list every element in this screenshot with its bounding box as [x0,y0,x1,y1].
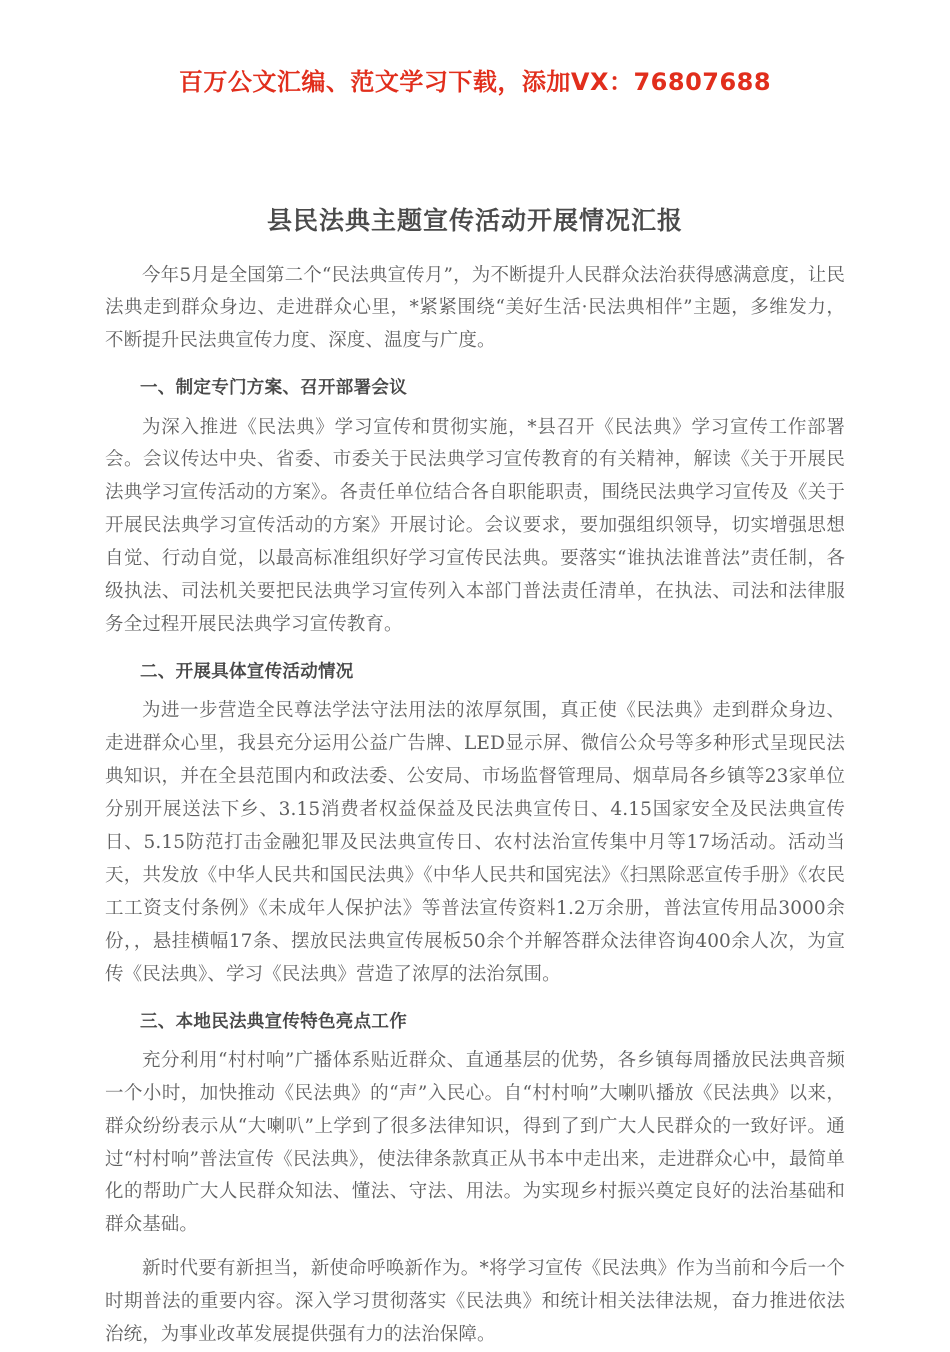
page-title: 县民法典主题宣传活动开展情况汇报 [105,205,845,238]
promo-banner-text: 百万公文汇编、范文学习下载，添加VX：76807688 [0,62,950,97]
section-2-paragraph: 为进一步营造全民尊法学法守法用法的浓厚氛围，真正使《民法典》走到群众身边、走进群众心里，我县充分运用公益广告牌、LED显示屏、微信公众号等多种形式呈现民法典知识，并在全县范围内和政法委、公安局、市场监督管理局、烟草局各乡镇等23家单位分别开展送法下乡、3.15消费者权益保益及民法典宣传日、4.15国家安全及民法典宣传日、5.15防范打击金融犯罪及民法典宣传日、农村法治宣传集中月等17场活动。活动当天，共发放《中华人民共和国民法典》《中华人民共和国宪法》《扫黑除恶宣传手册》《农民工工资支付条例》《未成年人保护法》等普法宣传资料1.2万余册，普法宣传用品3000余份，，悬挂横幅17条、摆放民法典宣传展板50余个并解答群众法律咨询400余人次，为宣传《民法典》、学习《民法典》营造了浓厚的法治氛围。 [105,695,845,991]
document-content [105,205,845,1352]
section-heading-2: 二、开展具体宣传活动情况 [105,659,845,685]
document-blocks [105,260,845,1352]
section-3-paragraph: 充分利用“村村响”广播体系贴近群众、直通基层的优势，各乡镇每周播放民法典音频一个小时，加快推动《民法典》的“声”入民心。自“村村响”大喇叭播放《民法典》以来，群众纷纷表示从“大喇叭”上学到了很多法律知识，得到了到广大人民群众的一致好评。通过“村村响”普法宣传《民法典》，使法律条款真正从书本中走出来，走进群众心中，最简单化的帮助广大人民群众知法、懂法、守法、用法。为实现乡村振兴奠定良好的法治基础和群众基础。 [105,1045,845,1243]
section-heading-1: 一、制定专门方案、召开部署会议 [105,375,845,401]
section-heading-3: 三、本地民法典宣传特色亮点工作 [105,1009,845,1035]
closing-paragraph: 新时代要有新担当，新使命呼唤新作为。*将学习宣传《民法典》作为当前和今后一个时期普法的重要内容。深入学习贯彻落实《民法典》和统计相关法律法规，奋力推进依法治统，为事业改革发展提供强有力的法治保障。 [105,1253,845,1352]
section-1-paragraph: 为深入推进《民法典》学习宣传和贯彻实施，*县召开《民法典》学习宣传工作部署会。会议传达中央、省委、市委关于民法典学习宣传教育的有关精神，解读《关于开展民法典学习宣传活动的方案》。各责任单位结合各自职能职责，围绕民法典学习宣传及《关于开展民法典学习宣传活动的方案》开展讨论。会议要求，要加强组织领导，切实增强思想自觉、行动自觉，以最高标准组织好学习宣传民法典。要落实“谁执法谁普法”责任制，各级执法、司法机关要把民法典学习宣传列入本部门普法责任清单，在执法、司法和法律服务全过程开展民法典学习宣传教育。 [105,412,845,642]
intro-paragraph: 今年5月是全国第二个“民法典宣传月”，为不断提升人民群众法治获得感满意度，让民法典走到群众身边、走进群众心里，*紧紧围绕“美好生活·民法典相伴”主题，多维发力，不断提升民法典宣传力度、深度、温度与广度。 [105,260,845,359]
